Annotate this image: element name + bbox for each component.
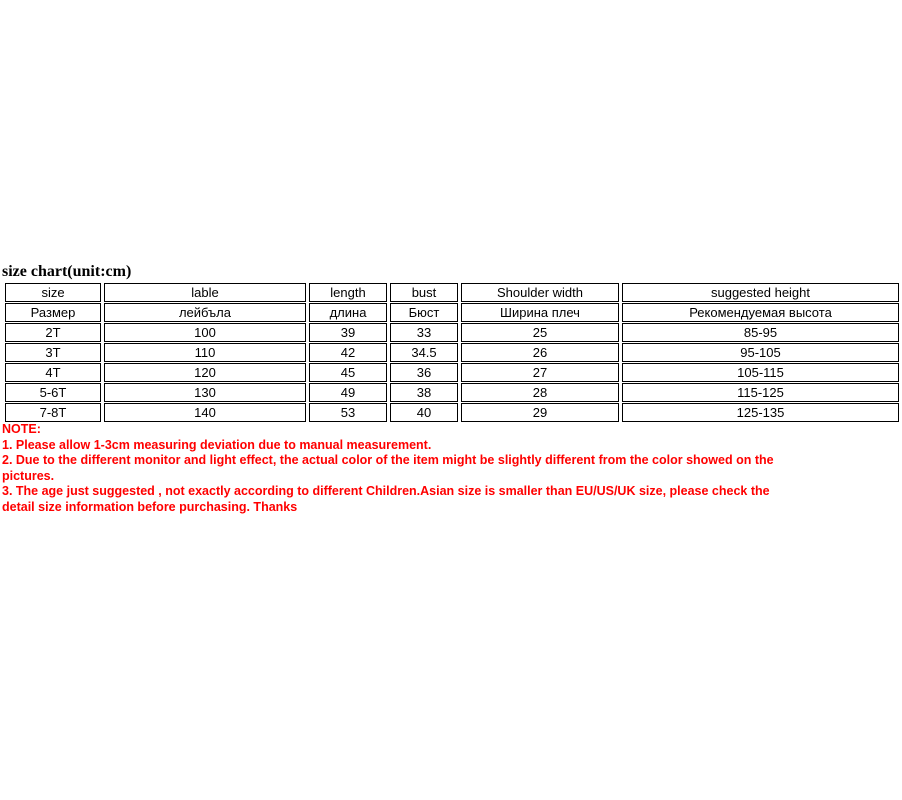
- table-cell-length: 42: [309, 343, 387, 362]
- table-row: [5, 363, 899, 382]
- note-item: 3. The age just suggested , not exactly according to different Children.Asian size is smaller than EU/US/UK size, please check the detail size information before purchasing. Thanks: [2, 484, 770, 514]
- column-header-label-ru: лейбъла: [104, 303, 306, 322]
- column-header-length-ru: длина: [309, 303, 387, 322]
- table-row: [5, 403, 899, 422]
- note-item: 1. Please allow 1-3cm measuring deviation due to manual measurement.: [2, 437, 432, 452]
- column-header-shoulder-width: Shoulder width: [461, 283, 619, 302]
- column-header-suggested-height: suggested height: [622, 283, 899, 302]
- table-cell-label: 140: [104, 403, 306, 422]
- column-header-shoulder-width-ru: Ширина плеч: [461, 303, 619, 322]
- size-chart-table: [2, 282, 902, 423]
- table-cell-shoulder-width: 26: [461, 343, 619, 362]
- table-header-row-english: [5, 283, 899, 302]
- table-cell-label: 100: [104, 323, 306, 342]
- table-cell-size: 2T: [5, 323, 101, 342]
- table-row: [5, 323, 899, 342]
- column-header-length: length: [309, 283, 387, 302]
- column-header-bust: bust: [390, 283, 458, 302]
- table-cell-suggested-height: 85-95: [622, 323, 899, 342]
- table-cell-shoulder-width: 27: [461, 363, 619, 382]
- table-cell-bust: 40: [390, 403, 458, 422]
- table-row: [5, 383, 899, 402]
- table-cell-bust: 36: [390, 363, 458, 382]
- notes-heading: NOTE:: [2, 422, 41, 436]
- table-cell-bust: 38: [390, 383, 458, 402]
- table-cell-length: 39: [309, 323, 387, 342]
- table-cell-length: 45: [309, 363, 387, 382]
- table-cell-bust: 33: [390, 323, 458, 342]
- table-cell-size: 3T: [5, 343, 101, 362]
- table-cell-label: 120: [104, 363, 306, 382]
- table-cell-shoulder-width: 29: [461, 403, 619, 422]
- table-cell-suggested-height: 105-115: [622, 363, 899, 382]
- note-item: 2. Due to the different monitor and light effect, the actual color of the item might be slightly different from the color showed on the pictures.: [2, 453, 774, 483]
- table-cell-bust: 34.5: [390, 343, 458, 362]
- table-cell-label: 110: [104, 343, 306, 362]
- column-header-size-ru: Размер: [5, 303, 101, 322]
- table-cell-shoulder-width: 25: [461, 323, 619, 342]
- table-cell-suggested-height: 95-105: [622, 343, 899, 362]
- table-cell-suggested-height: 115-125: [622, 383, 899, 402]
- size-chart-title: size chart(unit:cm): [2, 263, 132, 280]
- table-cell-size: 7-8T: [5, 403, 101, 422]
- notes-section: [2, 422, 798, 515]
- table-cell-suggested-height: 125-135: [622, 403, 899, 422]
- table-cell-label: 130: [104, 383, 306, 402]
- table-cell-length: 53: [309, 403, 387, 422]
- table-cell-size: 5-6T: [5, 383, 101, 402]
- column-header-size: size: [5, 283, 101, 302]
- table-cell-length: 49: [309, 383, 387, 402]
- column-header-label: lable: [104, 283, 306, 302]
- column-header-suggested-height-ru: Рекомендуемая высота: [622, 303, 899, 322]
- column-header-bust-ru: Бюст: [390, 303, 458, 322]
- table-cell-shoulder-width: 28: [461, 383, 619, 402]
- table-header-row-russian: [5, 303, 899, 322]
- table-cell-size: 4T: [5, 363, 101, 382]
- table-row: [5, 343, 899, 362]
